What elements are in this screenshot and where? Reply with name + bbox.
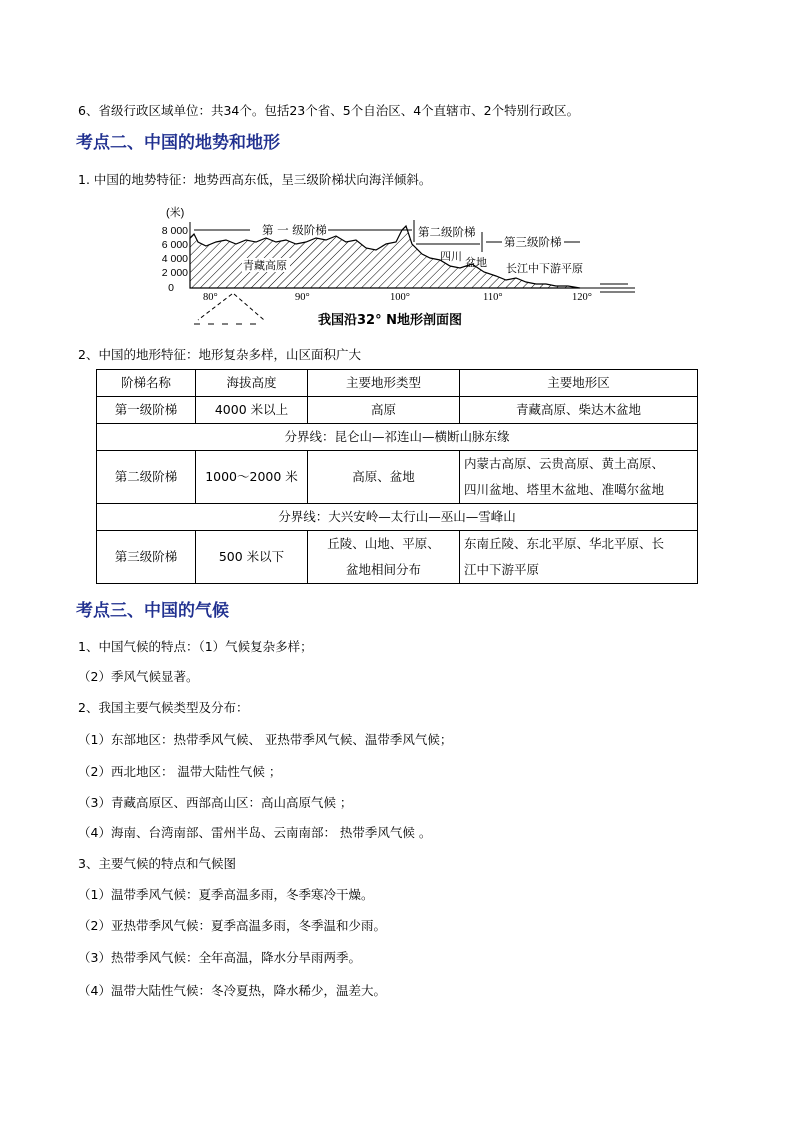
y-tick: 2 000 bbox=[161, 267, 188, 279]
climate-text: 2、我国主要气候类型及分布： bbox=[78, 700, 249, 715]
x-tick: 120° bbox=[572, 292, 592, 303]
y-tick: 8 000 bbox=[161, 225, 188, 237]
table-cell: 第一级阶梯 bbox=[97, 397, 196, 424]
table-divider-row bbox=[97, 424, 698, 451]
table-cell-multiline bbox=[460, 451, 698, 504]
cell-line: 江中下游平原 bbox=[464, 562, 540, 577]
basin-label-b: 盆地 bbox=[465, 256, 487, 269]
table-cell: 第三级阶梯 bbox=[97, 531, 196, 584]
table-cell-multiline bbox=[308, 531, 460, 584]
table-header: 阶梯名称 bbox=[97, 370, 196, 397]
y-unit-label: (米) bbox=[166, 207, 185, 219]
climate-text: 3、主要气候的特点和气候图 bbox=[78, 856, 236, 871]
figure-caption: 我国沿32° N地形剖面图 bbox=[318, 313, 462, 328]
plain-label: 长江中下游平原 bbox=[506, 262, 583, 275]
table-row bbox=[97, 397, 698, 424]
table-divider-row bbox=[97, 504, 698, 531]
table-row bbox=[97, 531, 698, 584]
cell-line: 丘陵、山地、平原、 bbox=[327, 536, 440, 551]
climate-text: （3）青藏高原区、西部高山区：高山高原气候 ； bbox=[78, 795, 353, 810]
climate-text: （2）西北地区： 温带大陆性气候 ； bbox=[78, 764, 282, 779]
table-cell: 第二级阶梯 bbox=[97, 451, 196, 504]
climate-text: 1、中国气候的特点：（1）气候复杂多样； bbox=[78, 639, 313, 654]
climate-text: （3）热带季风气候：全年高温，降水分旱雨两季。 bbox=[78, 950, 361, 965]
step2-label: 第二级阶梯 bbox=[418, 225, 476, 239]
landform-feature-text: 2、中国的地形特征：地形复杂多样，山区面积广大 bbox=[78, 347, 361, 362]
x-tick: 80° bbox=[203, 292, 218, 303]
boundary-line-cell: 分界线：大兴安岭—太行山—巫山—雪峰山 bbox=[97, 504, 698, 531]
plateau-label: 青藏高原 bbox=[243, 259, 287, 272]
cell-line: 四川盆地、塔里木盆地、准噶尔盆地 bbox=[464, 482, 665, 497]
table-cell: 4000 米以上 bbox=[196, 397, 308, 424]
y-tick: 4 000 bbox=[161, 253, 188, 265]
climate-text: （1）温带季风气候：夏季高温多雨，冬季寒冷干燥。 bbox=[78, 887, 374, 902]
climate-text: （2）季风气候显著。 bbox=[78, 669, 199, 684]
table-cell: 1000～2000 米 bbox=[196, 451, 308, 504]
cell-line: 盆地相间分布 bbox=[345, 562, 421, 577]
climate-text: （4）温带大陆性气候：冬冷夏热，降水稀少，温差大。 bbox=[78, 983, 386, 998]
cell-line: 内蒙古高原、云贵高原、黄土高原、 bbox=[464, 456, 665, 471]
x-tick: 110° bbox=[483, 292, 503, 303]
x-tick: 100° bbox=[390, 292, 410, 303]
table-row bbox=[97, 451, 698, 504]
section-heading-climate: 考点三、中国的气候 bbox=[76, 601, 229, 621]
basin-label-a: 四川 bbox=[440, 250, 462, 263]
table-cell: 500 米以下 bbox=[196, 531, 308, 584]
terrain-feature-text: 1. 中国的地势特征：地势西高东低，呈三级阶梯状向海洋倾斜。 bbox=[78, 172, 432, 187]
table-cell: 高原、盆地 bbox=[308, 451, 460, 504]
table-cell-multiline bbox=[460, 531, 698, 584]
table-header: 海拔高度 bbox=[196, 370, 308, 397]
climate-text: （4）海南、台湾南部、雷州半岛、云南南部： 热带季风气候 。 bbox=[78, 825, 432, 840]
step3-label: 第三级阶梯 bbox=[504, 235, 562, 249]
inset-marker bbox=[234, 294, 264, 320]
terrain-steps-table bbox=[96, 369, 698, 584]
table-header: 主要地形类型 bbox=[308, 370, 460, 397]
step1-label: 第 一 级阶梯 bbox=[262, 223, 327, 237]
climate-text: （1）东部地区：热带季风气候、 亚热带季风气候、温带季风气候； bbox=[78, 732, 453, 747]
section-heading-terrain: 考点二、中国的地势和地形 bbox=[76, 133, 280, 153]
table-cell: 高原 bbox=[308, 397, 460, 424]
admin-division-text: 6、省级行政区域单位：共34个。包括23个省、5个自治区、4个直辖市、2个特别行政区。 bbox=[78, 103, 580, 118]
table-header-row bbox=[97, 370, 698, 397]
boundary-line-cell: 分界线：昆仑山—祁连山—横断山脉东缘 bbox=[97, 424, 698, 451]
climate-text: （2）亚热带季风气候：夏季高温多雨，冬季温和少雨。 bbox=[78, 918, 386, 933]
table-header: 主要地形区 bbox=[460, 370, 698, 397]
x-tick: 90° bbox=[295, 292, 310, 303]
cell-line: 东南丘陵、东北平原、华北平原、长 bbox=[464, 536, 665, 551]
terrain-profile-figure bbox=[150, 202, 640, 332]
y-tick: 6 000 bbox=[161, 239, 188, 251]
y-tick: 0 bbox=[168, 282, 174, 294]
table-cell: 青藏高原、柴达木盆地 bbox=[460, 397, 698, 424]
